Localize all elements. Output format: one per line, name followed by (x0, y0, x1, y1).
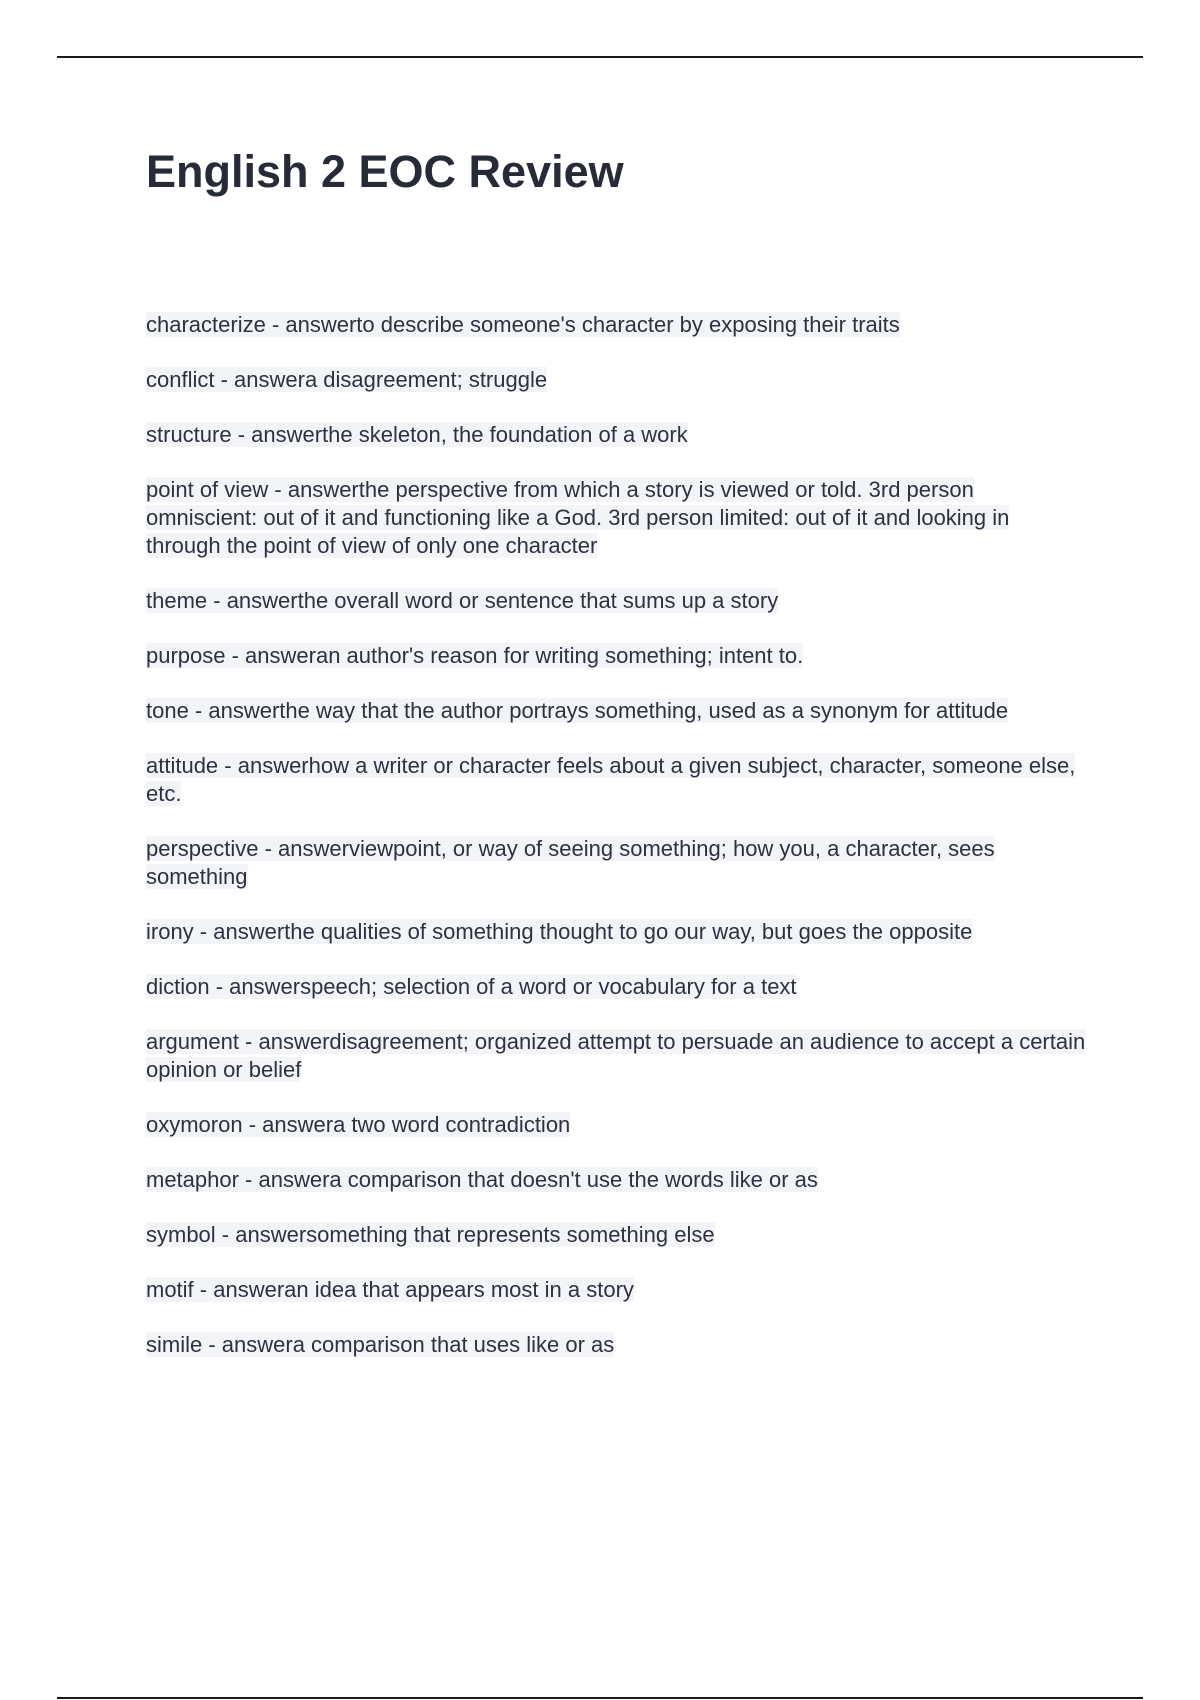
term-entry-text: simile - answera comparison that uses like or as (146, 1332, 615, 1357)
term-entry-text: symbol - answersomething that represents something else (146, 1222, 715, 1247)
term-entry (146, 1166, 1086, 1194)
term-entry-text: characterize - answerto describe someone's character by exposing their traits (146, 312, 900, 337)
term-entry (146, 1331, 1086, 1359)
term-entry-text: attitude - answerhow a writer or character feels about a given subject, character, someone else, etc. (146, 753, 1076, 806)
term-entry-text: purpose - answeran author's reason for writing something; intent to. (146, 643, 804, 668)
term-entry (146, 1111, 1086, 1139)
page-title: English 2 EOC Review (146, 146, 624, 197)
term-entry-text: diction - answerspeech; selection of a word or vocabulary for a text (146, 974, 797, 999)
term-entry (146, 973, 1086, 1001)
term-entry-text: argument - answerdisagreement; organized attempt to persuade an audience to accept a certain opinion or belief (146, 1029, 1086, 1082)
term-entry (146, 476, 1086, 560)
term-list (146, 311, 1086, 1386)
term-entry (146, 697, 1086, 725)
term-entry (146, 1276, 1086, 1304)
term-entry (146, 918, 1086, 946)
term-entry-text: structure - answerthe skeleton, the foundation of a work (146, 422, 688, 447)
term-entry (146, 1221, 1086, 1249)
term-entry-text: conflict - answera disagreement; struggle (146, 367, 548, 392)
term-entry-text: irony - answerthe qualities of something thought to go our way, but goes the opposite (146, 919, 973, 944)
term-entry (146, 366, 1086, 394)
term-entry-text: oxymoron - answera two word contradiction (146, 1112, 571, 1137)
bottom-divider (57, 1697, 1143, 1699)
term-entry-text: perspective - answerviewpoint, or way of seeing something; how you, a character, sees something (146, 836, 995, 889)
term-entry-text: motif - answeran idea that appears most in a story (146, 1277, 634, 1302)
term-entry (146, 311, 1086, 339)
term-entry (146, 421, 1086, 449)
term-entry (146, 587, 1086, 615)
term-entry-text: point of view - answerthe perspective from which a story is viewed or told. 3rd person omniscient: out of it and functioning like a God. 3rd person limited: out of it and looking in through the point of view of only one character (146, 477, 1010, 558)
term-entry-text: tone - answerthe way that the author portrays something, used as a synonym for attitude (146, 698, 1009, 723)
term-entry (146, 752, 1086, 808)
term-entry-text: metaphor - answera comparison that doesn't use the words like or as (146, 1167, 818, 1192)
term-entry (146, 642, 1086, 670)
top-divider (57, 56, 1143, 58)
term-entry (146, 1028, 1086, 1084)
term-entry-text: theme - answerthe overall word or sentence that sums up a story (146, 588, 779, 613)
term-entry (146, 835, 1086, 891)
